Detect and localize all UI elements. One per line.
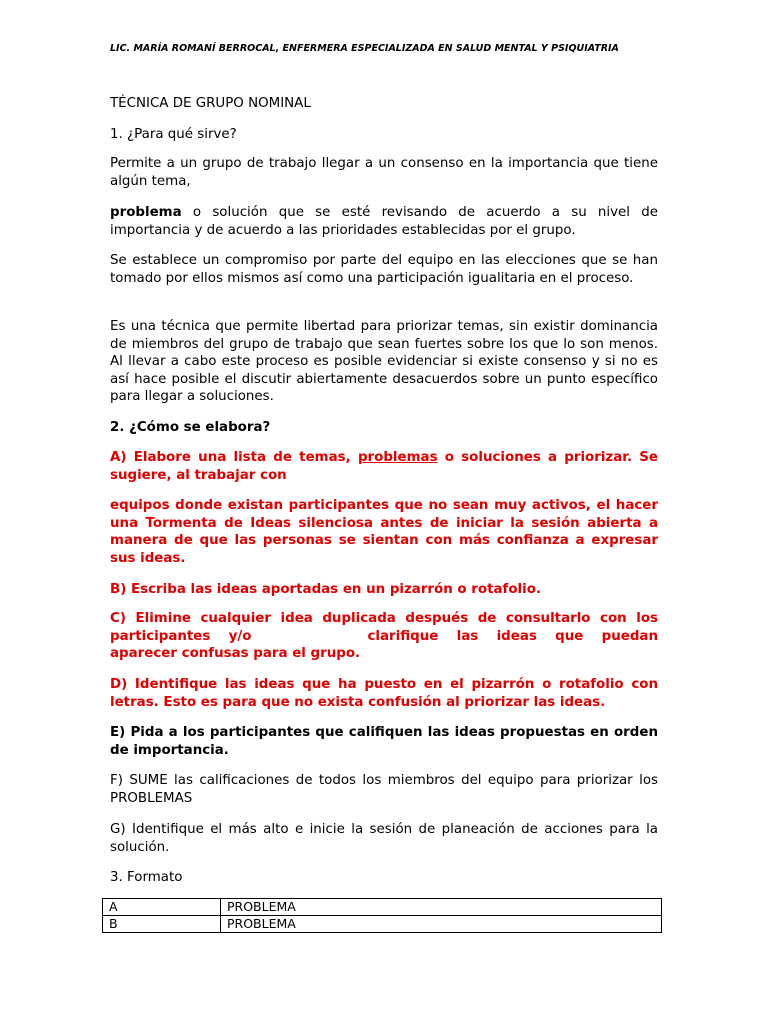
table-cell-letter: B bbox=[103, 916, 221, 933]
section1-paragraph-1: Permite a un grupo de trabajo llegar a un consenso en la importancia que tiene algún tema, bbox=[110, 156, 658, 189]
step-g: G) Identifique el más alto e inicie la sesión de planeación de acciones para la solución. bbox=[110, 822, 658, 855]
step-d: D) Identifique las ideas que ha puesto en el pizarrón o rotafolio con letras. Esto es para que no exista confusión al priorizar las ideas. bbox=[110, 677, 658, 710]
section1-heading: 1. ¿Para qué sirve? bbox=[110, 127, 237, 142]
step-c bbox=[110, 610, 658, 663]
table-row bbox=[103, 899, 662, 916]
step-c-text-2: clarifique las ideas que puedan aparecer confusas para el grupo. bbox=[110, 628, 658, 661]
table-cell-value: PROBLEMA bbox=[221, 899, 662, 916]
section1-paragraph-3: Se establece un compromiso por parte del equipo en las elecciones que se han tomado por ellos mismos así como una participación igualitaria en el proceso. bbox=[110, 253, 658, 286]
step-a-text-2: o soluciones a priorizar. Se sugiere, al trabajar con bbox=[110, 450, 658, 483]
section1-paragraph-2 bbox=[110, 204, 658, 239]
step-f: F) SUME las calificaciones de todos los miembros del equipo para priorizar los PROBLEMAS bbox=[110, 773, 658, 806]
format-table bbox=[102, 898, 662, 933]
section1-paragraph-4: Es una técnica que permite libertad para priorizar temas, sin existir dominancia de miembros del grupo de trabajo que sean fuertes sobre los que lo son menos. Al llevar a cabo este proceso es posible evidenciar si existe consenso y si no es así hace posible el discutir abiertamente desacuerdos sobre un punto específico para llegar a soluciones. bbox=[110, 319, 658, 404]
table-cell-letter: A bbox=[103, 899, 221, 916]
table-row bbox=[103, 916, 662, 933]
problema-bold-word: problema bbox=[110, 205, 182, 220]
step-b: B) Escriba las ideas aportadas en un pizarrón o rotafolio. bbox=[110, 582, 542, 597]
step-a bbox=[110, 449, 658, 484]
step-c-text-1: C) Elimine cualquier idea duplicada después de consultarlo con los participantes y/o bbox=[110, 611, 658, 644]
section1-paragraph-2-text: o solución que se esté revisando de acuerdo a su nivel de importancia y de acuerdo a las prioridades establecidas por el grupo. bbox=[110, 205, 658, 238]
table-cell-value: PROBLEMA bbox=[221, 916, 662, 933]
section3-heading: 3. Formato bbox=[110, 870, 183, 885]
step-a-text-1: A) Elabore una lista de temas, bbox=[110, 450, 358, 465]
step-e: E) Pida a los participantes que califiquen las ideas propuestas en orden de importancia. bbox=[110, 725, 658, 758]
step-a-continued: equipos donde existan participantes que no sean muy activos, el hacer una Tormenta de Ideas silenciosa antes de iniciar la sesión abierta a manera de que las personas se sientan con más confianza a expresar sus ideas. bbox=[110, 498, 658, 566]
section2-heading: 2. ¿Cómo se elabora? bbox=[110, 420, 271, 435]
document-title: TÉCNICA DE GRUPO NOMINAL bbox=[110, 96, 311, 111]
page-header: LIC. MARÍA ROMANÍ BERROCAL, ENFERMERA ESPECIALIZADA EN SALUD MENTAL Y PSIQUIATRIA bbox=[110, 43, 619, 54]
problemas-link[interactable]: problemas bbox=[357, 450, 438, 465]
